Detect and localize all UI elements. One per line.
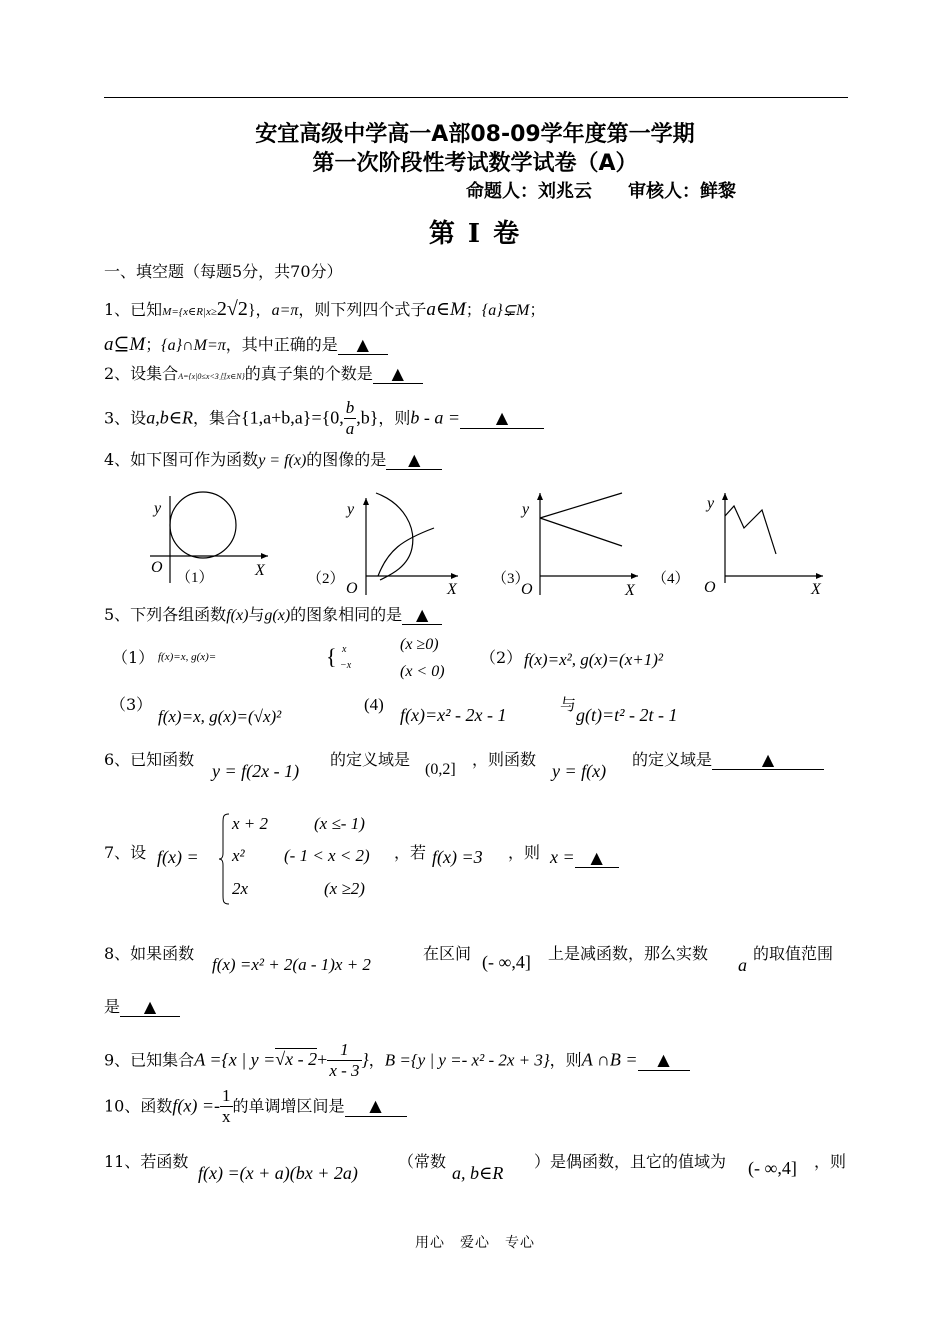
question-2: 2、设集合A={x|0≤x<3且x∈N}的真子集的个数是 ▲ <box>104 364 423 384</box>
exam-byline: 命题人：刘兆云 审核人：鲜黎 <box>466 181 736 202</box>
q5-option-1-cond1: (x ≥0) <box>400 636 439 653</box>
question-6-text3: 的定义域是 ▲ <box>632 750 824 770</box>
question-8-lead: 8、如果函数 <box>104 944 195 963</box>
question-11-text1: （常数 <box>398 1152 447 1171</box>
question-7-brace <box>218 813 230 905</box>
header-rule <box>104 97 848 98</box>
question-9: 9、已知集合A ={x | y =√x - 2+ $\frac{1}{x - 3}$ }，B ={y | y =- x² - 2x + 3}，则A ∩B = ▲ <box>104 1040 690 1082</box>
graph-3-x-label: X <box>625 582 635 599</box>
answer-blank-8: ▲ <box>120 997 180 1017</box>
question-7-eq: f(x) =3 <box>432 847 483 867</box>
graph-1-origin: O <box>151 559 163 576</box>
question-7-case2: x² <box>232 846 245 865</box>
graph-1-y-label: y <box>154 500 162 517</box>
question-7-cond1: (x ≤- 1) <box>314 814 365 833</box>
graph-2-origin: O <box>346 580 358 597</box>
question-8-text3: 的取值范围 <box>753 944 834 963</box>
graph-3-label: （3） <box>492 571 530 587</box>
q5-option-4-and: 与 <box>560 695 577 714</box>
q5-option-4-label: (4) <box>364 695 384 714</box>
question-5: 5、下列各组函数f(x)与g(x)的图象相同的是 ▲ <box>104 605 442 625</box>
page-footer: 用心 爱心 专心 <box>415 1235 535 1251</box>
question-7-cond3: (x ≥2) <box>324 879 365 898</box>
q5-option-4-g: g(t)=t² - 2t - 1 <box>576 705 678 725</box>
answer-blank-10: ▲ <box>345 1096 407 1116</box>
question-11-range: (- ∞,4] <box>748 1158 797 1178</box>
exam-title-line2: 第一次阶段性考试数学试卷（A） <box>312 151 638 176</box>
question-11-text3: ，则 <box>814 1152 847 1171</box>
exam-title-line1: 安宜高级中学高一A部08-09学年度第一学期 <box>255 122 695 147</box>
q5-option-1-case1: x <box>342 644 347 655</box>
question-1-line2: a⊆M；{a}∩M=π，其中正确的是 ▲ <box>104 334 388 357</box>
question-7-cond2: (- 1 < x < 2) <box>284 846 370 865</box>
question-1-line1: 1、已知M={x∈R|x≥2√2}，a=π，则下列四个式子a∈M；{a}⊊M； <box>104 298 546 320</box>
q5-option-3-expr: f(x)=x, g(x)=(√x)² <box>158 707 282 726</box>
question-6-domain: (0,2] <box>425 761 456 778</box>
q5-option-3-label: （3） <box>110 695 153 714</box>
volume-heading: 第 I 卷 <box>428 219 522 249</box>
question-10: 10、函数f(x) =- $\frac{1}{x}$ 的单调增区间是 ▲ <box>104 1086 407 1128</box>
graph-4 <box>652 493 823 598</box>
question-6-f2: y = f(x) <box>552 761 607 781</box>
graph-4-y-label: y <box>707 495 715 512</box>
question-11-f: f(x) =(x + a)(bx + 2a) <box>198 1163 358 1183</box>
question-11-text2: ）是偶函数，且它的值域为 <box>534 1152 727 1171</box>
question-4: 4、如下图可作为函数y = f(x)的图像的是 ▲ <box>104 450 442 470</box>
answer-blank-9: ▲ <box>638 1050 690 1070</box>
question-8-interval: (- ∞,4] <box>482 952 531 972</box>
graph-4-origin: O <box>704 579 716 596</box>
answer-blank-3: ▲ <box>460 408 544 428</box>
graph-3-origin: O <box>521 581 533 598</box>
question-6-f1: y = f(2x - 1) <box>212 761 300 781</box>
graph-1-x-label: X <box>255 562 265 579</box>
question-7-ask: x = ▲ <box>550 847 619 869</box>
graph-2-label: （2） <box>307 571 345 587</box>
graph-1 <box>150 492 268 586</box>
q5-option-4-f: f(x)=x² - 2x - 1 <box>400 705 507 725</box>
question-8-text1: 在区间 <box>423 944 472 963</box>
question-3: 3、设a,b∈R，集合{1,a+b,a}={0, $\frac{b}{a}$ ,b}，则b - a = ▲ <box>104 398 544 440</box>
question-7-text1: ，若 <box>394 843 427 862</box>
question-11-lead: 11、若函数 <box>104 1152 189 1171</box>
question-8-text2: 上是减函数，那么实数 <box>548 944 709 963</box>
q5-option-1-case2: −x <box>340 660 352 671</box>
graph-3 <box>492 493 638 599</box>
question-6-lead: 6、已知函数 <box>104 750 195 769</box>
graph-1-label: （1） <box>176 570 214 586</box>
answer-blank-2: ▲ <box>373 364 423 384</box>
answer-blank-1: ▲ <box>338 335 388 355</box>
graph-2-x-label: X <box>447 581 457 598</box>
question-7-case1: x + 2 <box>232 814 269 833</box>
question-8-f: f(x) =x² + 2(a - 1)x + 2 <box>212 955 371 974</box>
question-8-var: a <box>738 955 747 975</box>
q5-option-1-expr: f(x)=x, g(x)= <box>158 651 217 663</box>
graph-3-y-label: y <box>522 501 530 518</box>
graph-4-label: （4） <box>652 571 690 587</box>
question-6-text1: 的定义域是 <box>330 750 411 769</box>
answer-blank-6: ▲ <box>712 750 824 770</box>
q5-option-1-brace: { <box>326 644 337 669</box>
question-7-lead: 7、设 <box>104 843 147 862</box>
question-7-case3: 2x <box>232 879 249 898</box>
question-7-text2: ，则 <box>508 843 541 862</box>
q5-option-1-cond2: (x < 0) <box>400 663 445 680</box>
q5-option-1-label: （1） <box>112 648 155 667</box>
graph-2-y-label: y <box>347 501 355 518</box>
graph-4-x-label: X <box>811 581 821 598</box>
answer-blank-7: ▲ <box>575 848 619 868</box>
question-7-f: f(x) = <box>157 847 199 867</box>
q5-option-2-expr: f(x)=x², g(x)=(x+1)² <box>524 650 663 669</box>
q5-option-2-label: （2） <box>480 648 523 667</box>
function-graphs <box>140 488 840 603</box>
question-6-text2: ，则函数 <box>472 750 537 769</box>
answer-blank-5: ▲ <box>402 605 442 625</box>
question-8-cont: 是 ▲ <box>104 997 180 1017</box>
graph-2 <box>307 493 458 598</box>
section-heading: 一、填空题（每题5分，共70分） <box>104 262 343 281</box>
answer-blank-4: ▲ <box>386 450 442 470</box>
question-11-vars: a, b∈R <box>452 1163 504 1183</box>
